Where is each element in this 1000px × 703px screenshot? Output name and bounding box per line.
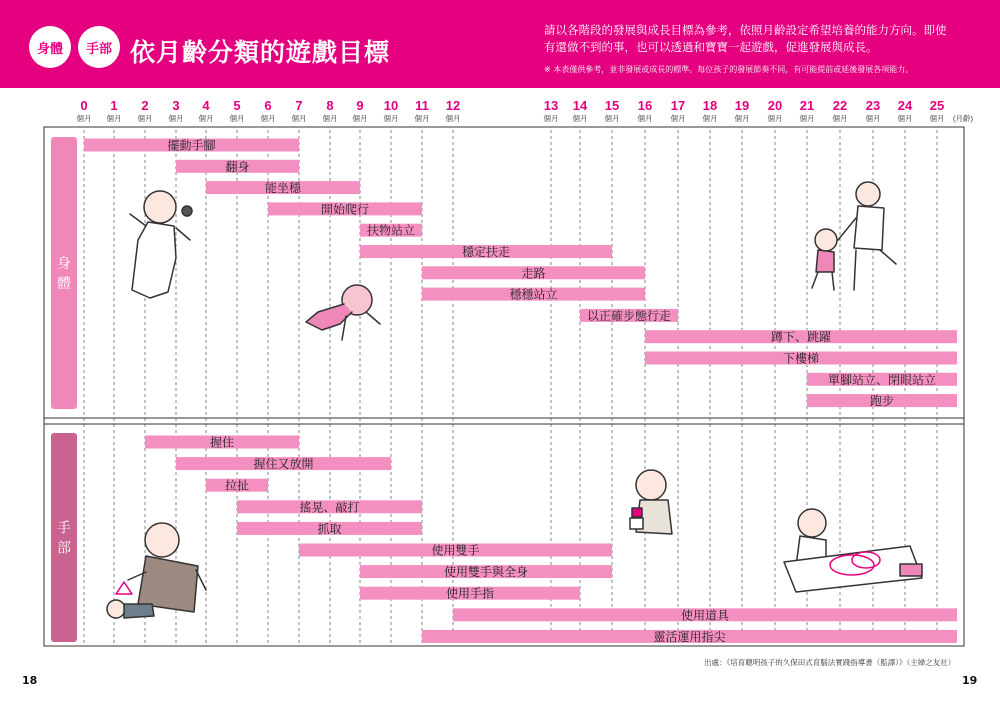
month-suffix: 個月 (572, 114, 588, 123)
parent-illustration (838, 218, 856, 240)
crayon-box-illustration (900, 564, 922, 576)
child-drawing-illustration (798, 509, 826, 537)
month-suffix: 個月 (767, 114, 783, 123)
body-milestone-label: 扶物站立 (366, 223, 416, 238)
month-suffix: 個月 (445, 114, 461, 123)
section-body-tab (51, 137, 77, 409)
month-suffix: 個月 (865, 114, 881, 123)
month-suffix: 個月 (198, 114, 214, 123)
hand-milestone-label: 搖晃、敲打 (299, 500, 360, 515)
month-number: 6 (264, 98, 272, 113)
month-suffix: 個月 (168, 114, 184, 123)
parent-illustration (854, 206, 884, 250)
note-text: ※ 本表僅供參考，並非發展或成長的標準。每位孩子的發展節奏不同，有可能提前或延後發展各項能力。 (544, 65, 914, 74)
month-suffix: 個月 (799, 114, 815, 123)
month-number: 1 (110, 98, 118, 113)
hand-milestone-label: 拉扯 (224, 478, 250, 493)
blocks-illustration (630, 518, 643, 529)
month-number: 9 (356, 98, 364, 113)
mother-illustration (145, 523, 179, 557)
month-suffix: 個月 (383, 114, 399, 123)
month-number: 18 (702, 98, 718, 113)
page-number-right: 19 (962, 674, 978, 687)
body-milestone-label: 開始爬行 (320, 202, 370, 217)
hand-milestone-label: 使用道具 (680, 608, 730, 623)
intro-text: 請以各階段的發展與成長目標為參考，依照月齡設定希望培養的能力方向。即使有還做不到的事，也可以透過和寶寶一起遊戲，促進發展與成長。 (544, 23, 947, 54)
body-milestone-label: 以正確步態行走 (586, 308, 672, 323)
body-milestone-label: 蹲下、跳躍 (770, 330, 832, 345)
toy-rattle-illustration (182, 206, 192, 216)
month-number: 23 (865, 98, 881, 113)
age-unit-label: (月齡) (953, 114, 973, 123)
month-suffix: 個月 (734, 114, 750, 123)
body-milestone-label: 穩定扶走 (461, 245, 511, 259)
month-suffix: 個月 (637, 114, 653, 123)
body-milestone-label: 能坐穩 (264, 181, 302, 196)
month-number: 4 (202, 98, 210, 113)
parent-illustration (854, 250, 896, 290)
baby-illustration (124, 604, 154, 618)
body-milestone-label: 跑步 (869, 394, 895, 409)
hand-milestone-label: 使用雙手 (431, 543, 480, 558)
month-number: 21 (799, 98, 815, 113)
body-milestone-label: 單腳站立、閉眼站立 (827, 372, 937, 387)
page-number-left: 18 (22, 674, 38, 687)
month-number: 12 (445, 98, 461, 113)
month-number: 16 (637, 98, 653, 113)
month-suffix: 個月 (543, 114, 559, 123)
section-body-label: 身 (57, 255, 71, 271)
month-suffix: 個月 (291, 114, 307, 123)
month-suffix: 個月 (137, 114, 153, 123)
child-blocks-illustration (636, 470, 666, 500)
baby-illustration (107, 600, 125, 618)
month-number: 5 (233, 98, 241, 113)
section-hand-label: 部 (57, 539, 71, 556)
month-suffix: 個月 (76, 114, 92, 123)
body-milestone-label: 走路 (521, 266, 546, 281)
toddler-illustration (812, 272, 834, 290)
month-number: 25 (929, 98, 945, 113)
month-number: 15 (604, 98, 620, 113)
infant-illustration (132, 222, 176, 298)
month-number: 22 (832, 98, 848, 113)
infant-illustration (144, 191, 176, 223)
body-milestone-label: 擺動手腳 (167, 138, 216, 153)
month-number: 11 (415, 98, 429, 113)
month-suffix: 個月 (604, 114, 620, 123)
hand-milestone-label: 握住 (209, 435, 235, 450)
month-number: 20 (767, 98, 783, 113)
page-title: 依月齡分類的遊戲目標 (130, 38, 391, 67)
month-number: 14 (572, 98, 588, 113)
month-number: 7 (295, 98, 303, 113)
month-number: 17 (670, 98, 686, 113)
toddler-illustration (816, 250, 834, 272)
source-citation: 出處：《培育聰明孩子的久保田式育腦法實踐指導書（監譯）》（主婦之友社） (704, 658, 956, 667)
month-number: 10 (383, 98, 399, 113)
month-suffix: 個月 (414, 114, 430, 123)
month-suffix: 個月 (106, 114, 122, 123)
month-number: 24 (897, 98, 913, 113)
month-suffix: 個月 (897, 114, 913, 123)
hand-milestone-label: 使用手指 (445, 586, 495, 601)
body-milestone-label: 翻身 (225, 159, 250, 174)
hand-milestone-label: 使用雙手與全身 (443, 565, 529, 580)
month-number: 8 (326, 98, 334, 113)
month-suffix: 個月 (702, 114, 718, 123)
tag-hand: 手部 (78, 26, 120, 68)
month-number: 2 (141, 98, 149, 113)
body-milestone-label: 下樓梯 (782, 351, 820, 366)
month-suffix: 個月 (929, 114, 945, 123)
month-number: 3 (172, 98, 180, 113)
parent-illustration (856, 182, 880, 206)
hand-milestone-label: 握住又放開 (253, 457, 314, 472)
month-suffix: 個月 (260, 114, 276, 123)
month-suffix: 個月 (229, 114, 245, 123)
body-milestone-label: 穩穩站立 (509, 287, 558, 302)
month-suffix: 個月 (352, 114, 368, 123)
month-number: 0 (80, 98, 88, 113)
toddler-illustration (815, 229, 837, 251)
month-suffix: 個月 (322, 114, 338, 123)
toy-triangle-illustration (116, 582, 132, 594)
tag-body: 身體 (29, 26, 71, 68)
hand-milestone-label: 抓取 (317, 521, 342, 536)
section-hand-label: 手 (57, 519, 71, 536)
blocks-illustration (632, 508, 642, 517)
month-number: 13 (543, 98, 559, 113)
section-body-label: 體 (57, 275, 71, 291)
month-suffix: 個月 (670, 114, 686, 123)
section-hand-tab (51, 433, 77, 642)
month-number: 19 (734, 98, 750, 113)
hand-milestone-label: 靈活運用指尖 (653, 629, 726, 644)
month-suffix: 個月 (832, 114, 848, 123)
